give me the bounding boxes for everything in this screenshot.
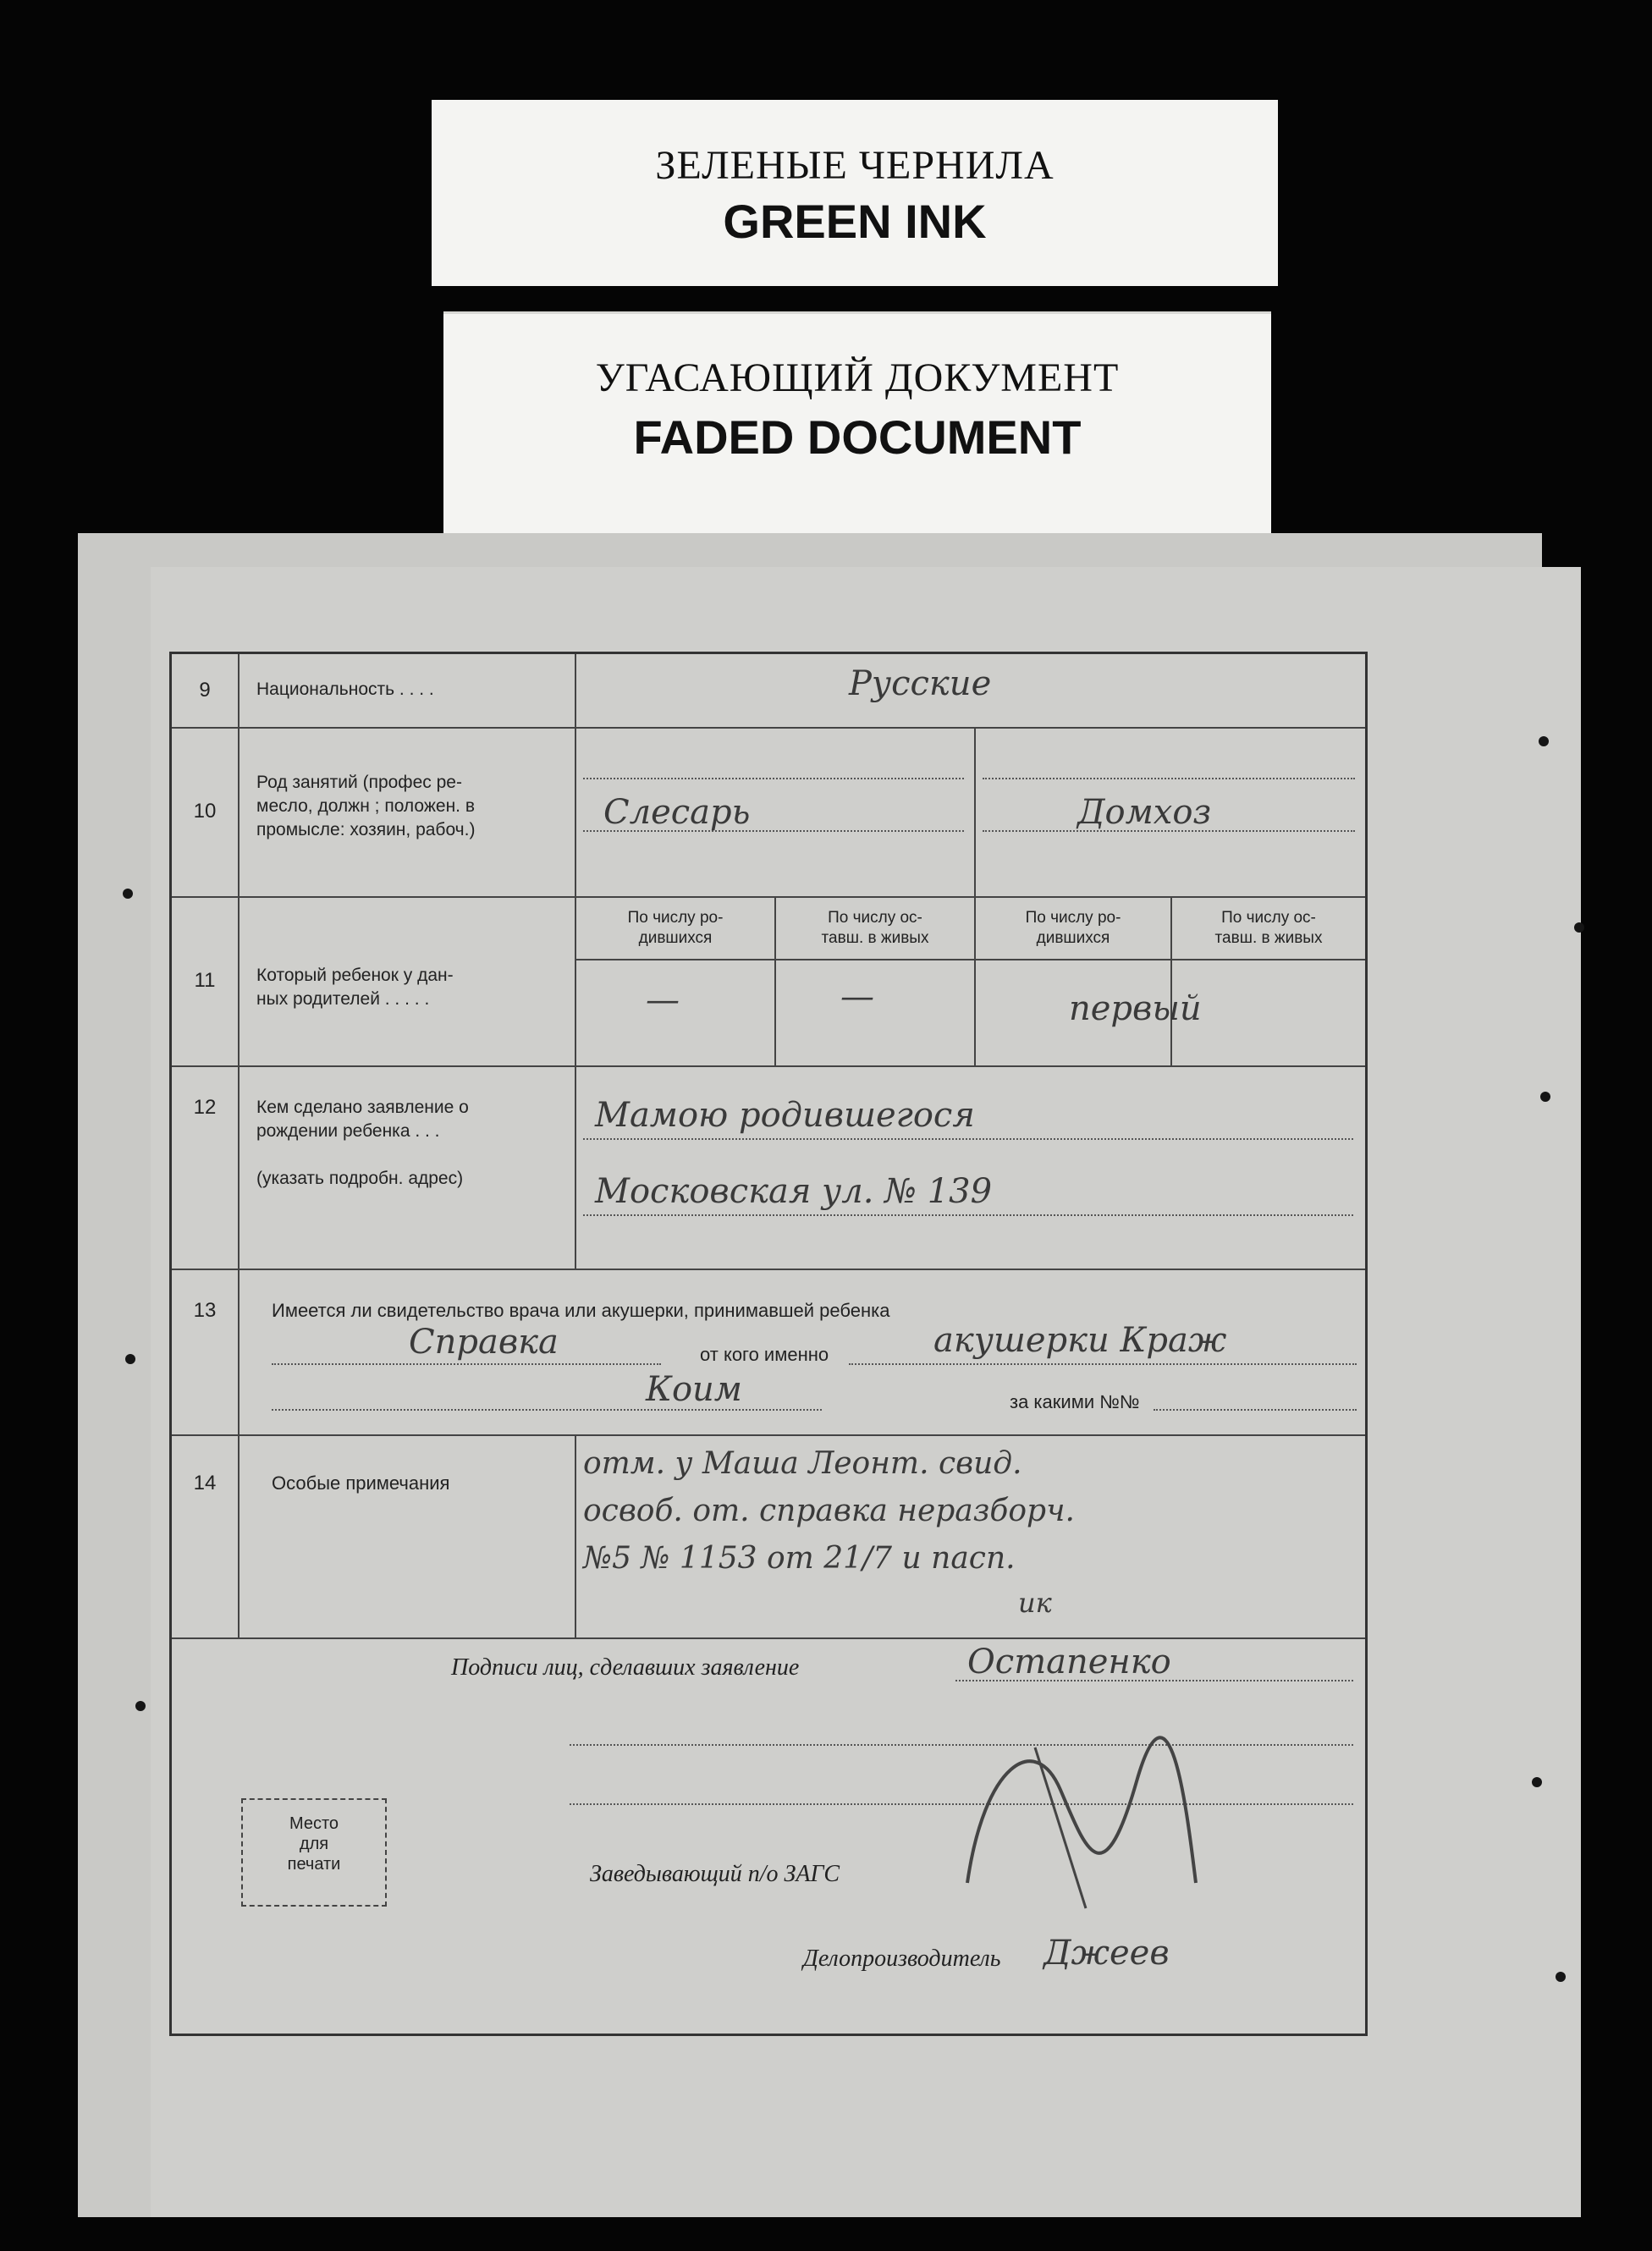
notes-label: Особые примечания <box>272 1472 450 1494</box>
binding-hole <box>125 1354 135 1364</box>
row-declarant <box>172 1065 1365 1270</box>
row-occupation <box>172 727 1365 898</box>
row-notes <box>172 1434 1365 1639</box>
signatures-label: Подписи лиц, сделавших заявление <box>451 1654 800 1681</box>
faded-ru: УГАСАЮЩИЙ ДОКУМЕНТ <box>595 355 1120 400</box>
row-nationality <box>172 654 1365 729</box>
binding-hole <box>1540 1092 1550 1102</box>
head-label: Заведывающий п/о ЗАГС <box>590 1861 840 1887</box>
child-order-label: Который ребенок у дан- ных родителей . . . . . <box>256 966 454 1009</box>
dotted-line <box>272 1409 822 1411</box>
column-divider <box>575 727 576 896</box>
row-number: 9 <box>172 654 240 727</box>
nationality-value: Русские <box>849 664 992 703</box>
faded-document-label <box>443 311 1271 536</box>
father-born-value: — <box>646 981 680 1020</box>
faded-en: FADED DOCUMENT <box>633 410 1082 464</box>
column-divider <box>575 1434 576 1637</box>
certificate-answer: Справка <box>409 1323 559 1362</box>
clerk-label: Делопроизводитель <box>803 1946 1001 1972</box>
father-alive-value: — <box>840 977 874 1016</box>
binding-hole <box>1539 736 1549 746</box>
mother-child-order: первый <box>1069 989 1202 1028</box>
declarant-signature: Остапенко <box>967 1643 1171 1681</box>
declarant-value: Мамою родившегося <box>595 1096 975 1135</box>
row-certificate <box>172 1269 1365 1436</box>
green-ink-en: GREEN INK <box>723 195 987 248</box>
mother-occupation: Домхоз <box>1077 793 1212 832</box>
row-number: 12 <box>172 1065 240 1269</box>
col-header-father-alive: По числу ос- тавш. в живых <box>821 909 929 947</box>
row-number: 13 <box>172 1269 240 1434</box>
notes-line-4: ик <box>1018 1587 1052 1619</box>
col-header-mother-alive: По числу ос- тавш. в живых <box>1214 909 1323 947</box>
dotted-line <box>983 778 1355 779</box>
green-ink-label <box>432 100 1278 286</box>
col-header-father-born: По числу ро- дившихся <box>627 909 724 947</box>
nationality-label: Национальность . . . . <box>256 680 434 699</box>
dotted-line <box>272 1363 661 1365</box>
binding-hole <box>1574 922 1584 933</box>
row-number: 14 <box>172 1434 240 1637</box>
notes-line-3: №5 № 1153 от 21/7 и пасп. <box>583 1541 1016 1576</box>
from-whom-value: акушерки Краж <box>933 1321 1227 1360</box>
binding-hole <box>1556 1972 1566 1982</box>
binding-hole <box>1532 1777 1542 1787</box>
column-divider <box>575 654 576 727</box>
dotted-line <box>583 1214 1353 1216</box>
declarant-address: Московская ул. № 139 <box>595 1172 993 1211</box>
binding-hole <box>135 1701 146 1711</box>
col-header-mother-born: По числу ро- дившихся <box>1025 909 1121 947</box>
dotted-line <box>583 778 964 779</box>
dotted-line <box>1154 1409 1357 1411</box>
certificate-name: Коим <box>646 1370 742 1409</box>
from-whom-label: от кого именно <box>700 1344 829 1365</box>
stamp-place: Место для печати <box>241 1798 387 1907</box>
column-divider <box>575 1065 576 1269</box>
dotted-line <box>583 1138 1353 1140</box>
row-number: 10 <box>172 727 240 896</box>
declarant-label: Кем сделано заявление о рождении ребенка . . . (указать подробн. адрес) <box>256 1098 469 1188</box>
clerk-signature: Джеев <box>1044 1934 1170 1973</box>
certificate-question: Имеется ли свидетельство врача или акушерки, принимавшей ребенка <box>272 1300 890 1321</box>
dotted-line <box>849 1363 1357 1365</box>
head-signature <box>933 1714 1204 1917</box>
row-child-order <box>172 896 1365 1067</box>
registration-form <box>169 652 1368 2036</box>
binding-hole <box>123 889 133 899</box>
green-ink-ru: ЗЕЛЕНЫЕ ЧЕРНИЛА <box>655 143 1055 188</box>
numbers-label: за какими №№ <box>1010 1391 1140 1412</box>
notes-line-2: освоб. от. справка неразборч. <box>583 1494 1075 1528</box>
column-divider <box>974 727 976 896</box>
signature-block <box>172 1637 1365 2034</box>
notes-line-1: отм. у Маша Леонт. свид. <box>583 1446 1022 1481</box>
row-number: 11 <box>172 896 240 1065</box>
header-divider <box>575 959 1365 960</box>
occupation-label: Род занятий (профес ре- месло, должн ; положен. в промысле: хозяин, рабоч.) <box>256 773 476 839</box>
father-occupation: Слесарь <box>603 793 751 832</box>
